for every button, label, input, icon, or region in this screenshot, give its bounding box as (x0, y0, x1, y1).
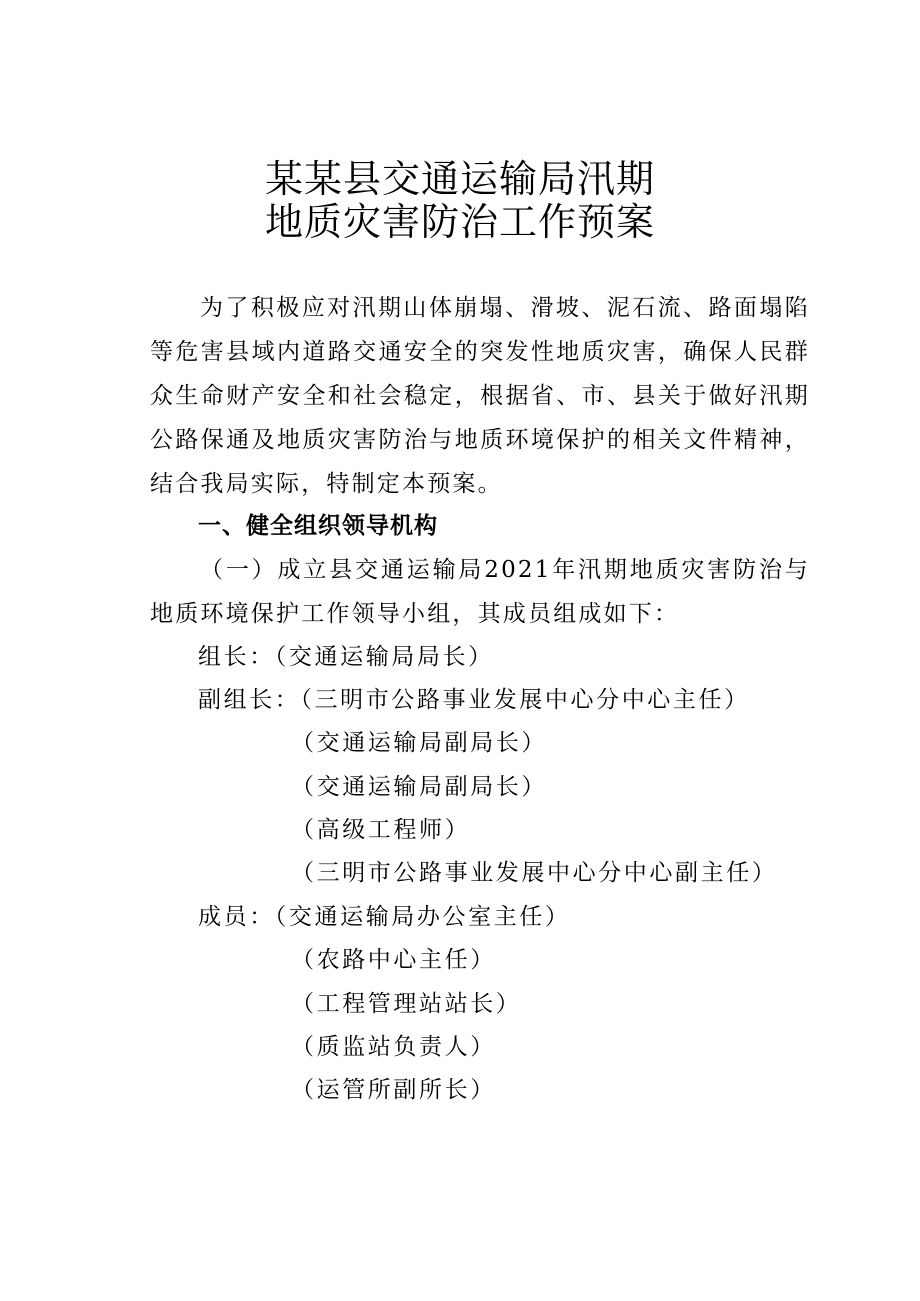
member-staff: 成员：（交通运输局办公室主任） (198, 904, 571, 930)
member-deputy-leader-5: （三明市公路事业发展中心分中心副主任） (291, 860, 778, 886)
member-staff-2: （农路中心主任） (291, 947, 496, 973)
member-deputy-leader-3: （交通运输局副局长） (291, 774, 547, 800)
member-leader: 组长：（交通运输局局长） (198, 644, 494, 670)
document-title-line2: 地质灾害防治工作预案 (264, 200, 655, 244)
member-staff-3: （工程管理站站长） (291, 991, 522, 1017)
intro-paragraph: 为了积极应对汛期山体崩塌、滑坡、泥石流、路面塌陷等危害县域内道路交通安全的突发性地质灾害，确保人民群众生命财产安全和社会稳定，根据省、市、县关于做好汛期公路保通及地质灾害防治与地质环境保护的相关文件精神，结合我局实际，特制定本预案。 (150, 295, 810, 497)
member-staff-4: （质监站负责人） (291, 1034, 496, 1060)
document-title-line1: 某某县交通运输局汛期 (264, 157, 655, 201)
section1-heading: 一、健全组织领导机构 (198, 513, 438, 539)
member-deputy-leader-2: （交通运输局副局长） (291, 730, 547, 756)
section1-subsection1: （一）成立县交通运输局2021年汛期地质灾害防治与地质环境保护工作领导小组，其成员组成如下： (150, 557, 810, 627)
member-deputy-leader-4: （高级工程师） (291, 817, 471, 843)
member-deputy-leader: 副组长：（三明市公路事业发展中心分中心主任） (198, 687, 750, 713)
member-staff-5: （运管所副所长） (291, 1077, 496, 1103)
